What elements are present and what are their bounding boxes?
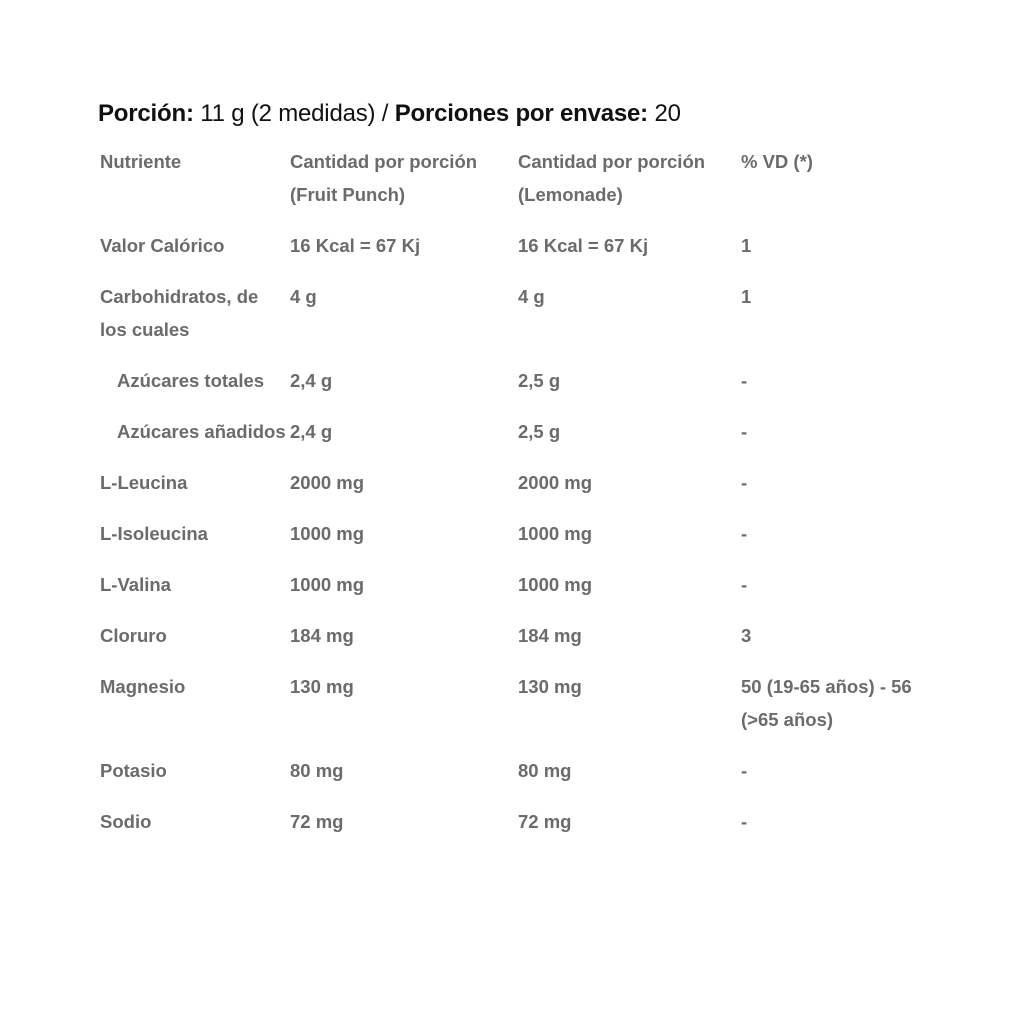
daily-value: 3 [741,625,752,646]
amount-fruit-punch: 130 mg [290,676,354,697]
nutrient-name: Magnesio [100,676,186,697]
amount-lemonade: 184 mg [518,625,582,646]
amount-fruit-punch: 80 mg [290,760,344,781]
table-row [100,280,940,364]
nutrient-name: L-Isoleucina [100,523,208,544]
portion-label: Porción: [98,100,194,127]
table-row [100,229,940,280]
daily-value: - [741,421,748,442]
nutrient-name: Cloruro [100,625,167,646]
amount-fruit-punch: 2,4 g [290,370,333,391]
amount-fruit-punch: 1000 mg [290,574,365,595]
nutrient-name: Carbohidratos, de los cuales [100,286,259,340]
table-row [100,568,940,619]
amount-lemonade: 2,5 g [518,370,561,391]
servings-label: Porciones por envase: [394,100,648,127]
header-daily-value: % VD (*) [741,151,813,172]
table-row [100,805,940,856]
amount-fruit-punch: 2000 mg [290,472,365,493]
daily-value: - [741,472,748,493]
amount-fruit-punch: 2,4 g [290,421,333,442]
nutrient-name: Potasio [100,760,167,781]
table-row [100,754,940,805]
daily-value: - [741,523,748,544]
header-amount-fruit-punch: Cantidad por porción (Fruit Punch) [290,151,478,205]
amount-lemonade: 1000 mg [518,523,593,544]
amount-lemonade: 130 mg [518,676,582,697]
daily-value: 50 (19-65 años) - 56 (>65 años) [741,676,912,730]
servings-value: 20 [654,100,681,127]
nutrient-name-text: Azúcares añadidos [117,421,286,442]
amount-lemonade: 80 mg [518,760,572,781]
table-row [100,619,940,670]
amount-lemonade: 2,5 g [518,421,561,442]
amount-lemonade: 2000 mg [518,472,593,493]
amount-lemonade: 1000 mg [518,574,593,595]
daily-value: - [741,811,748,832]
daily-value: 1 [741,286,752,307]
table-row [100,670,940,754]
table-row [100,364,940,415]
daily-value: - [741,574,748,595]
nutrient-name-sub [100,415,290,466]
nutrient-name: L-Valina [100,574,171,595]
nutrient-name-sub [100,364,290,415]
table-row [100,415,940,466]
serving-info [98,100,681,128]
amount-fruit-punch: 1000 mg [290,523,365,544]
nutrient-name: Valor Calórico [100,235,225,256]
amount-fruit-punch: 4 g [290,286,317,307]
daily-value: 1 [741,235,752,256]
table-row [100,517,940,568]
amount-lemonade: 72 mg [518,811,572,832]
table-row [100,466,940,517]
amount-lemonade: 16 Kcal = 67 Kj [518,235,649,256]
header-nutrient: Nutriente [100,151,182,172]
portion-value: 11 g (2 medidas) / [200,100,389,127]
amount-fruit-punch: 72 mg [290,811,344,832]
daily-value: - [741,760,748,781]
nutrient-name: Sodio [100,811,152,832]
nutrient-name: L-Leucina [100,472,188,493]
amount-fruit-punch: 184 mg [290,625,354,646]
header-amount-lemonade: Cantidad por porción (Lemonade) [518,151,706,205]
nutrition-table [100,145,940,856]
daily-value: - [741,370,748,391]
amount-lemonade: 4 g [518,286,545,307]
nutrient-name-text: Azúcares totales [117,370,265,391]
amount-fruit-punch: 16 Kcal = 67 Kj [290,235,421,256]
table-header-row [100,145,940,229]
